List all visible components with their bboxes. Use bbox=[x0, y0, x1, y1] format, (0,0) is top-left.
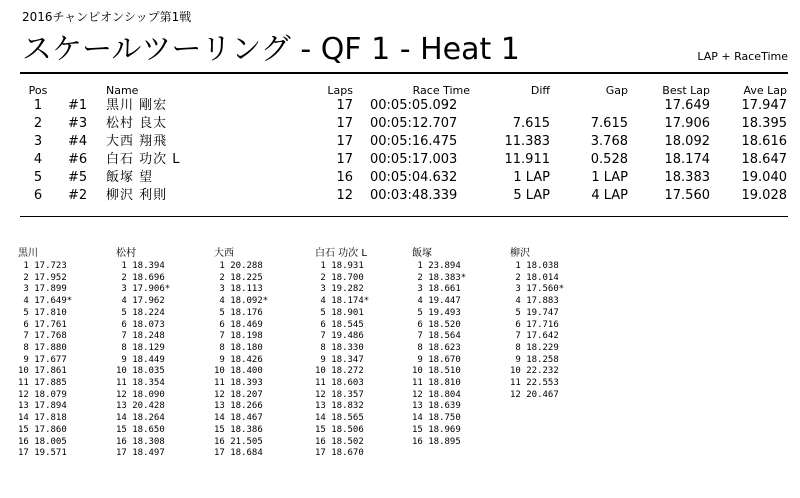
lap-time-entry: 16 18.308 bbox=[116, 436, 165, 447]
gap-cell: 1 LAP bbox=[591, 170, 628, 185]
lap-time-entry: 10 18.510 bbox=[412, 366, 461, 377]
lap-time-entry: 14 17.818 bbox=[18, 413, 67, 424]
car-number: #4 bbox=[68, 134, 88, 149]
lap-time-entry: 3 17.899 bbox=[18, 284, 67, 295]
result-row bbox=[0, 97, 800, 114]
lap-time-entry: 4 17.649* bbox=[18, 296, 73, 307]
result-row bbox=[0, 187, 800, 204]
lap-column bbox=[18, 247, 72, 460]
lap-time-entry: 13 18.639 bbox=[412, 401, 461, 412]
lap-time-entry: 14 18.467 bbox=[214, 413, 263, 424]
lap-time-entry: 12 18.357 bbox=[315, 389, 364, 400]
lap-time-entry: 17 18.670 bbox=[315, 448, 364, 459]
lap-column bbox=[214, 247, 268, 460]
lap-time-entry: 3 17.560* bbox=[510, 284, 565, 295]
lap-time-entry: 14 18.750 bbox=[412, 413, 461, 424]
driver-name: 松村 良太 bbox=[106, 116, 168, 131]
lap-time-entry: 8 18.129 bbox=[116, 342, 165, 353]
col-name: Name bbox=[106, 84, 139, 97]
header-divider bbox=[20, 72, 788, 74]
lap-time-entry: 1 17.723 bbox=[18, 261, 67, 271]
result-row bbox=[0, 151, 800, 168]
lap-time-entry: 10 18.272 bbox=[315, 366, 364, 377]
lap-time-entry: 9 18.347 bbox=[315, 354, 364, 365]
best-lap-cell: 17.906 bbox=[664, 116, 710, 131]
lap-time-entry: 2 18.696 bbox=[116, 272, 165, 283]
gap-cell: 7.615 bbox=[590, 116, 628, 131]
lap-time-entry: 11 17.885 bbox=[18, 378, 67, 389]
lap-time-entry: 2 18.225 bbox=[214, 272, 263, 283]
lap-time-entry: 16 18.502 bbox=[315, 436, 364, 447]
lap-time-entry: 4 18.174* bbox=[315, 296, 370, 307]
lap-column-driver: 柳沢 bbox=[510, 248, 530, 259]
lap-time-entry: 14 18.565 bbox=[315, 413, 364, 424]
lap-time-entry: 5 18.224 bbox=[116, 307, 165, 318]
col-best-lap: Best Lap bbox=[662, 84, 710, 97]
lap-time-entry: 6 18.545 bbox=[315, 319, 364, 330]
lap-time-entry: 11 22.553 bbox=[510, 378, 559, 389]
best-lap-cell: 17.560 bbox=[664, 188, 710, 203]
diff-cell: 11.383 bbox=[504, 134, 550, 149]
ave-lap-cell: 18.616 bbox=[741, 134, 787, 149]
col-pos: Pos bbox=[28, 84, 48, 97]
lap-time-entry: 1 20.288 bbox=[214, 261, 263, 271]
laps-cell: 17 bbox=[336, 152, 353, 167]
lap-time-entry: 11 18.354 bbox=[116, 378, 165, 389]
lap-time-entry: 4 17.883 bbox=[510, 296, 559, 307]
col-laps: Laps bbox=[327, 84, 353, 97]
col-gap: Gap bbox=[605, 84, 628, 97]
driver-name: 黒川 剛宏 bbox=[106, 98, 168, 113]
lap-column-driver: 黒川 bbox=[18, 248, 38, 259]
lap-time-entry: 14 18.264 bbox=[116, 413, 165, 424]
ave-lap-cell: 18.395 bbox=[741, 116, 787, 131]
lap-time-entry: 15 18.386 bbox=[214, 424, 263, 435]
lap-time-entry: 5 19.493 bbox=[412, 307, 461, 318]
lap-time-entry: 9 18.426 bbox=[214, 354, 263, 365]
lap-time-entry: 1 18.038 bbox=[510, 261, 559, 271]
col-race-time: Race Time bbox=[412, 84, 470, 97]
lap-column-driver: 飯塚 bbox=[412, 248, 432, 259]
lap-time-entry: 8 18.330 bbox=[315, 342, 364, 353]
race-time-cell: 00:05:05.092 bbox=[370, 98, 458, 113]
lap-time-entry: 5 18.901 bbox=[315, 307, 364, 318]
best-lap-cell: 17.649 bbox=[664, 98, 710, 113]
pos-cell: 3 bbox=[33, 134, 43, 149]
lap-time-entry: 16 18.005 bbox=[18, 436, 67, 447]
diff-cell: 11.911 bbox=[504, 152, 550, 167]
race-time-cell: 00:03:48.339 bbox=[370, 188, 458, 203]
race-time-cell: 00:05:17.003 bbox=[370, 152, 458, 167]
gap-cell: 4 LAP bbox=[591, 188, 628, 203]
lap-time-entry: 15 18.506 bbox=[315, 424, 364, 435]
event-subtitle: 2016チャンピオンシップ第1戦 bbox=[22, 10, 192, 24]
lap-time-entry: 13 18.266 bbox=[214, 401, 263, 412]
ave-lap-cell: 19.028 bbox=[741, 188, 787, 203]
lap-time-entry: 1 18.394 bbox=[116, 261, 165, 271]
lap-column bbox=[116, 247, 170, 460]
lap-time-entry: 5 18.176 bbox=[214, 307, 263, 318]
lap-time-entry: 13 17.894 bbox=[18, 401, 67, 412]
lap-time-entry: 4 17.962 bbox=[116, 296, 165, 307]
lap-time-entry: 10 18.400 bbox=[214, 366, 263, 377]
lap-time-entry: 4 19.447 bbox=[412, 296, 461, 307]
laps-cell: 12 bbox=[336, 188, 353, 203]
lap-time-entry: 11 18.603 bbox=[315, 378, 364, 389]
lap-column bbox=[315, 247, 369, 460]
result-row bbox=[0, 169, 800, 186]
lap-column-driver: 松村 bbox=[116, 248, 136, 259]
lap-time-entry: 7 19.486 bbox=[315, 331, 364, 342]
lap-time-entry: 11 18.393 bbox=[214, 378, 263, 389]
race-time-cell: 00:05:04.632 bbox=[370, 170, 458, 185]
lap-time-entry: 3 18.113 bbox=[214, 284, 263, 295]
lap-time-entry: 15 18.969 bbox=[412, 424, 461, 435]
result-row bbox=[0, 133, 800, 150]
lap-time-entry: 3 18.661 bbox=[412, 284, 461, 295]
lap-time-entry: 1 23.894 bbox=[412, 261, 461, 271]
results-divider bbox=[20, 216, 788, 217]
lap-time-entry: 8 18.623 bbox=[412, 342, 461, 353]
lap-time-entry: 6 18.073 bbox=[116, 319, 165, 330]
result-row bbox=[0, 115, 800, 132]
lap-time-entry: 2 18.383* bbox=[412, 272, 467, 283]
lap-time-entry: 11 18.810 bbox=[412, 378, 461, 389]
pos-cell: 4 bbox=[33, 152, 43, 167]
pos-cell: 5 bbox=[33, 170, 43, 185]
best-lap-cell: 18.092 bbox=[664, 134, 710, 149]
lap-time-entry: 6 17.761 bbox=[18, 319, 67, 330]
lap-time-entry: 2 17.952 bbox=[18, 272, 67, 283]
driver-name: 大西 翔飛 bbox=[106, 134, 168, 149]
lap-time-entry: 8 18.180 bbox=[214, 342, 263, 353]
laps-cell: 17 bbox=[336, 134, 353, 149]
lap-time-entry: 17 18.684 bbox=[214, 448, 263, 459]
lap-time-entry: 3 17.906* bbox=[116, 284, 171, 295]
diff-cell: 7.615 bbox=[512, 116, 550, 131]
diff-cell: 1 LAP bbox=[513, 170, 550, 185]
lap-time-entry: 12 18.804 bbox=[412, 389, 461, 400]
lap-time-entry: 9 18.670 bbox=[412, 354, 461, 365]
lap-time-entry: 12 18.079 bbox=[18, 389, 67, 400]
lap-time-entry: 10 22.232 bbox=[510, 366, 559, 377]
col-ave-lap: Ave Lap bbox=[743, 84, 787, 97]
car-number: #6 bbox=[68, 152, 88, 167]
driver-name: 飯塚 望 bbox=[106, 170, 154, 185]
lap-time-entry: 16 21.505 bbox=[214, 436, 263, 447]
car-number: #1 bbox=[68, 98, 88, 113]
lap-time-entry: 12 20.467 bbox=[510, 389, 559, 400]
ave-lap-cell: 19.040 bbox=[741, 170, 787, 185]
best-lap-cell: 18.174 bbox=[664, 152, 710, 167]
car-number: #5 bbox=[68, 170, 88, 185]
lap-time-entry: 7 18.198 bbox=[214, 331, 263, 342]
lap-column-driver: 大西 bbox=[214, 248, 234, 259]
lap-time-entry: 10 18.035 bbox=[116, 366, 165, 377]
lap-time-entry: 2 18.014 bbox=[510, 272, 559, 283]
lap-time-entry: 8 18.229 bbox=[510, 342, 559, 353]
ave-lap-cell: 18.647 bbox=[741, 152, 787, 167]
lap-time-entry: 16 18.895 bbox=[412, 436, 461, 447]
lap-time-entry: 4 18.092* bbox=[214, 296, 269, 307]
lap-time-entry: 13 18.832 bbox=[315, 401, 364, 412]
lap-time-entry: 6 18.520 bbox=[412, 319, 461, 330]
pos-cell: 2 bbox=[33, 116, 43, 131]
car-number: #2 bbox=[68, 188, 88, 203]
lap-time-entry: 2 18.700 bbox=[315, 272, 364, 283]
lap-time-entry: 17 19.571 bbox=[18, 448, 67, 459]
race-title: スケールツーリング - QF 1 - Heat 1 bbox=[22, 32, 520, 67]
lap-time-entry: 9 18.449 bbox=[116, 354, 165, 365]
pos-cell: 6 bbox=[33, 188, 43, 203]
lap-time-entry: 12 18.090 bbox=[116, 389, 165, 400]
ave-lap-cell: 17.947 bbox=[741, 98, 787, 113]
race-time-cell: 00:05:16.475 bbox=[370, 134, 458, 149]
lap-column bbox=[412, 247, 466, 448]
lap-time-entry: 15 18.650 bbox=[116, 424, 165, 435]
lap-time-entry: 7 18.564 bbox=[412, 331, 461, 342]
pos-cell: 1 bbox=[33, 98, 43, 113]
best-lap-cell: 18.383 bbox=[664, 170, 710, 185]
diff-cell: 5 LAP bbox=[513, 188, 550, 203]
lap-time-entry: 1 18.931 bbox=[315, 261, 364, 271]
lap-time-entry: 12 18.207 bbox=[214, 389, 263, 400]
driver-name: 白石 功次 L bbox=[106, 152, 181, 167]
lap-time-entry: 5 19.747 bbox=[510, 307, 559, 318]
race-time-cell: 00:05:12.707 bbox=[370, 116, 458, 131]
driver-name: 柳沢 利則 bbox=[106, 188, 168, 203]
lap-time-entry: 15 17.860 bbox=[18, 424, 67, 435]
lap-time-entry: 10 17.861 bbox=[18, 366, 67, 377]
car-number: #3 bbox=[68, 116, 88, 131]
laps-cell: 17 bbox=[336, 116, 353, 131]
lap-time-entry: 7 17.768 bbox=[18, 331, 67, 342]
lap-column-driver: 白石 功次 L bbox=[315, 248, 367, 259]
laps-cell: 16 bbox=[336, 170, 353, 185]
lap-times-section bbox=[18, 247, 798, 497]
gap-cell: 0.528 bbox=[590, 152, 628, 167]
lap-time-entry: 13 20.428 bbox=[116, 401, 165, 412]
lap-time-entry: 17 18.497 bbox=[116, 448, 165, 459]
lap-time-entry: 9 18.258 bbox=[510, 354, 559, 365]
lap-column bbox=[510, 247, 564, 401]
lap-time-entry: 3 19.282 bbox=[315, 284, 364, 295]
lap-time-entry: 6 18.469 bbox=[214, 319, 263, 330]
laps-cell: 17 bbox=[336, 98, 353, 113]
lap-time-entry: 7 18.248 bbox=[116, 331, 165, 342]
lap-time-entry: 7 17.642 bbox=[510, 331, 559, 342]
col-diff: Diff bbox=[530, 84, 550, 97]
lap-time-entry: 5 17.810 bbox=[18, 307, 67, 318]
lap-time-entry: 8 17.880 bbox=[18, 342, 67, 353]
gap-cell: 3.768 bbox=[590, 134, 628, 149]
lap-time-entry: 9 17.677 bbox=[18, 354, 67, 365]
lap-time-entry: 6 17.716 bbox=[510, 319, 559, 330]
report-mode-label: LAP + RaceTime bbox=[697, 50, 788, 63]
